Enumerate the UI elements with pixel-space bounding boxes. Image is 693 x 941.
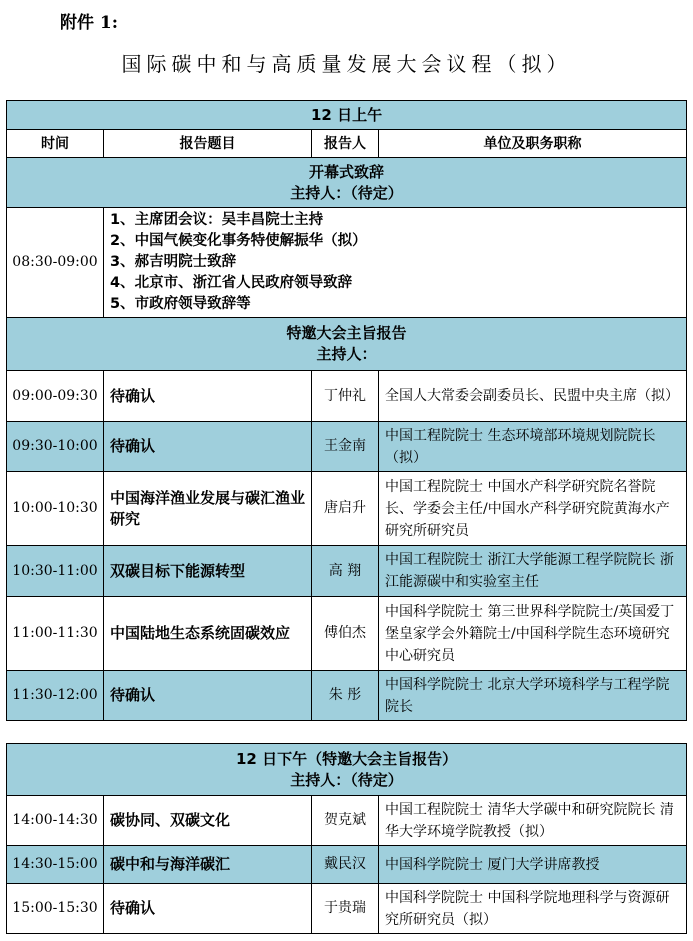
row-speaker: 丁仲礼: [312, 371, 379, 422]
morning-agenda-table: [6, 100, 687, 721]
row-topic: 待确认: [104, 422, 312, 472]
row-org: 中国科学院院士 北京大学环境科学与工程学院院长: [379, 671, 687, 721]
row-speaker: 高 翔: [312, 546, 379, 597]
row-topic: 中国海洋渔业发展与碳汇渔业研究: [104, 472, 312, 546]
opening-title: 开幕式致辞: [309, 162, 385, 181]
row-time: 09:00-09:30: [7, 371, 104, 422]
row-time: 14:00-14:30: [7, 796, 104, 846]
attachment-label: 附件 1:: [60, 13, 119, 33]
row-speaker: 于贵瑞: [312, 884, 379, 934]
day-header: 12 日上午: [7, 101, 687, 130]
row-topic: 碳协同、双碳文化: [104, 796, 312, 846]
row-speaker: 唐启升: [312, 472, 379, 546]
opening-time: 08:30-09:00: [7, 208, 104, 318]
opening-items: [104, 208, 687, 318]
row-speaker: 傅伯杰: [312, 597, 379, 671]
opening-item: 3、郝吉明院士致辞: [110, 254, 237, 270]
row-topic: 碳中和与海洋碳汇: [104, 846, 312, 884]
row-org: 中国工程院院士 浙江大学能源工程学院院长 浙江能源碳中和实验室主任: [379, 546, 687, 597]
row-topic: 待确认: [104, 671, 312, 721]
row-time: 15:00-15:30: [7, 884, 104, 934]
row-time: 11:00-11:30: [7, 597, 104, 671]
opening-item: 1、主席团会议：吴丰昌院士主持: [110, 212, 324, 228]
keynote-section: [7, 318, 687, 371]
row-time: 10:30-11:00: [7, 546, 104, 597]
opening-item: 5、市政府领导致辞等: [110, 296, 251, 312]
table-row: [7, 597, 687, 671]
row-org: 中国工程院院士 清华大学碳中和研究院院长 清华大学环境学院教授（拟）: [379, 796, 687, 846]
row-time: 11:30-12:00: [7, 671, 104, 721]
table-row: [7, 422, 687, 472]
afternoon-header: [7, 744, 687, 796]
afternoon-host: 主持人：（待定）: [290, 770, 403, 789]
table-row: [7, 546, 687, 597]
row-time: 14:30-15:00: [7, 846, 104, 884]
col-header-org: 单位及职务职称: [379, 130, 687, 158]
row-org: 中国科学院院士 中国科学院地理科学与资源研究所研究员（拟）: [379, 884, 687, 934]
row-org: 中国工程院院士 中国水产科学研究院名誉院长、学委会主任/中国水产科学研究院黄海水产研究所研究员: [379, 472, 687, 546]
row-org: 中国工程院院士 生态环境部环境规划院院长（拟）: [379, 422, 687, 472]
col-header-topic: 报告题目: [104, 130, 312, 158]
document-title: 国际碳中和与高质量发展大会议程（拟）: [121, 52, 572, 76]
row-time: 10:00-10:30: [7, 472, 104, 546]
col-header-time: 时间: [7, 130, 104, 158]
table-row: [7, 846, 687, 884]
table-row: [7, 472, 687, 546]
row-speaker: 贺克斌: [312, 796, 379, 846]
keynote-title: 特邀大会主旨报告: [286, 324, 407, 342]
row-speaker: 戴民汉: [312, 846, 379, 884]
opening-item: 2、中国气候变化事务特使解振华（拟）: [110, 233, 367, 249]
table-row: [7, 884, 687, 934]
row-speaker: 王金南: [312, 422, 379, 472]
col-header-speaker: 报告人: [312, 130, 379, 158]
row-org: 全国人大常委会副委员长、民盟中央主席（拟）: [379, 371, 687, 422]
opening-host: 主持人：（待定）: [290, 183, 403, 202]
row-org: 中国科学院院士 厦门大学讲席教授: [379, 846, 687, 884]
opening-item: 4、北京市、浙江省人民政府领导致辞: [110, 275, 353, 291]
row-speaker: 朱 彤: [312, 671, 379, 721]
table-row: [7, 796, 687, 846]
table-row: [7, 671, 687, 721]
opening-section: [7, 158, 687, 208]
row-topic: 双碳目标下能源转型: [104, 546, 312, 597]
day-header: 12 日下午（特邀大会主旨报告）: [235, 749, 458, 768]
row-topic: 待确认: [104, 884, 312, 934]
row-time: 09:30-10:00: [7, 422, 104, 472]
row-topic: 中国陆地生态系统固碳效应: [104, 597, 312, 671]
table-row: [7, 371, 687, 422]
afternoon-agenda-table: [6, 743, 687, 934]
keynote-host: 主持人：: [316, 345, 377, 363]
row-topic: 待确认: [104, 371, 312, 422]
row-org: 中国科学院院士 第三世界科学院院士/英国爱丁堡皇家学会外籍院士/中国科学院生态环境研究中心研究员: [379, 597, 687, 671]
